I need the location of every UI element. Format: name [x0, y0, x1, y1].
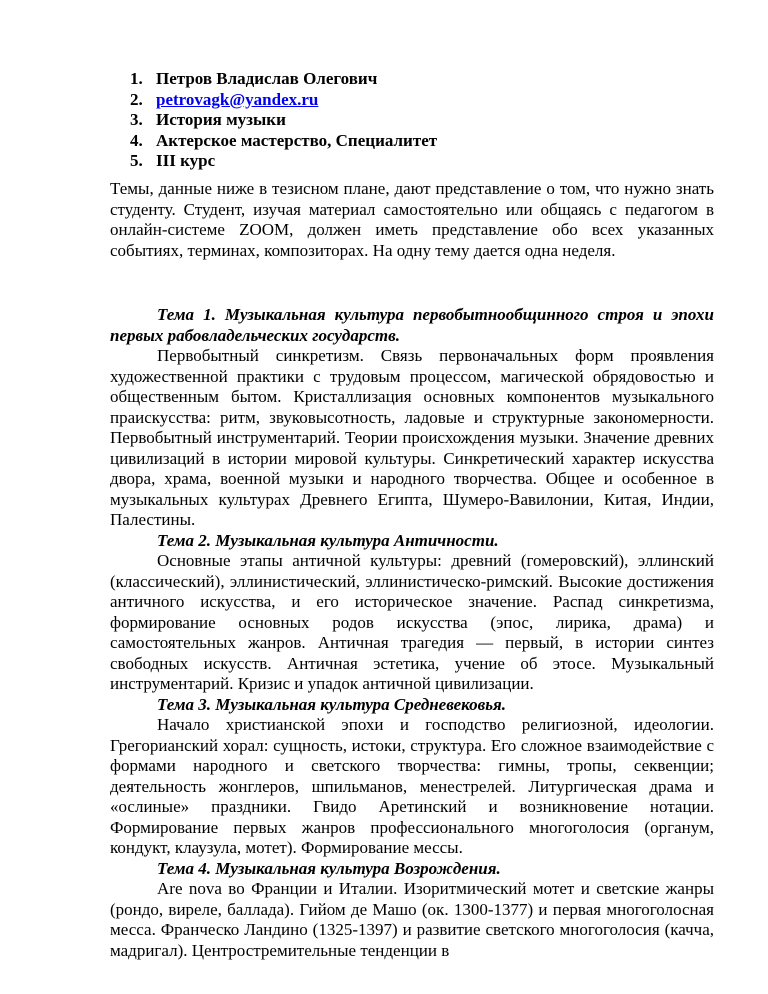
course-year: III курс	[156, 151, 216, 170]
info-item-program	[130, 131, 437, 152]
author-name: Петров Владислав Олегович	[156, 69, 378, 88]
topic-body-4: Are nova во Франции и Италии. Изоритмический мотет и светские жанры (рондо, виреле, баллада). Гийом де Машо (ок. 1300-1377) и первая многоголосная месса. Франческо Ландино (1325-1397) и развитие светского многоголосия (качча, мадригал). Центростремительные тенденции в	[110, 879, 714, 960]
topic-heading-2: Тема 2. Музыкальная культура Античности.	[157, 530, 499, 550]
list-number: 4.	[130, 130, 143, 150]
topic-body-1: Первобытный синкретизм. Связь первоначальных форм проявления художественной практики с трудовым процессом, магической обрядовостью и общественным бытом. Кристаллизация основных компонентов музыкального праискусства: ритм, звуковысотность, ладовые и структурные закономерности. Первобытный инструментарий. Теории происхождения музыки. Значение древних цивилизаций в истории мировой культуры. Синкретический характер искусства двора, храма, военной музыки и народного творчества. Общее и особенное в музыкальных культурах Древнего Египта, Шумеро-Вавилонии, Китая, Индии, Палестины.	[110, 346, 714, 529]
list-number: 3.	[130, 110, 143, 129]
info-item-course	[130, 151, 437, 172]
list-number: 1.	[130, 69, 143, 88]
topic-heading-4: Тема 4. Музыкальная культура Возрождения.	[157, 858, 501, 878]
info-item-email	[130, 90, 437, 111]
subject-name: История музыки	[156, 110, 286, 129]
info-list	[130, 69, 437, 172]
topic-heading-3: Тема 3. Музыкальная культура Средневековья.	[157, 694, 507, 714]
list-number: 2.	[130, 89, 143, 109]
topic-body-2: Основные этапы античной культуры: древний (гомеровский), эллинский (классический), эллинистический, эллинистическо-римский. Высокие достижения античного искусства, и его историческое значение. Распад синкретизма, формирование основных родов искусства (эпос, лирика, драма) и самостоятельных жанров. Античная трагедия — первый, в истории синтез свободных искусств. Античная эстетика, учение об этосе. Музыкальный инструментарий. Кризис и упадок античной цивилизации.	[110, 551, 714, 693]
program-name: Актерское мастерство, Специалитет	[156, 130, 438, 150]
topic-body-3: Начало христианской эпохи и господство религиозной, идеологии. Грегорианский хорал: сущность, истоки, структура. Его сложное взаимодействие с формами народного и светского творчества: гимны, тропы, секвенции; деятельность жонглеров, шпильманов, менестрелей. Литургическая драма и «ослиные» праздники. Гвидо Аретинский и возникновение нотации. Формирование первых жанров профессионального многоголосия (органум, кондукт, клаузула, мотет). Формирование мессы.	[110, 715, 714, 857]
info-item-name	[130, 69, 437, 90]
topic-heading-1: Тема 1. Музыкальная культура первобытнообщинного строя и эпохи первых рабовладельческих государств.	[110, 305, 714, 345]
info-item-subject	[130, 110, 437, 131]
topics-section	[110, 305, 714, 961]
email-link[interactable]: petrovagk@yandex.ru	[156, 89, 319, 109]
intro-paragraph: Темы, данные ниже в тезисном плане, дают представление о том, что нужно знать студенту. Студент, изучая материал самостоятельно или общаясь с педагогом в онлайн-системе ZOOM, должен иметь представление обо всех указанных событиях, терминах, композиторах. На одну тему дается одна неделя.	[110, 179, 714, 260]
list-number: 5.	[130, 151, 143, 170]
